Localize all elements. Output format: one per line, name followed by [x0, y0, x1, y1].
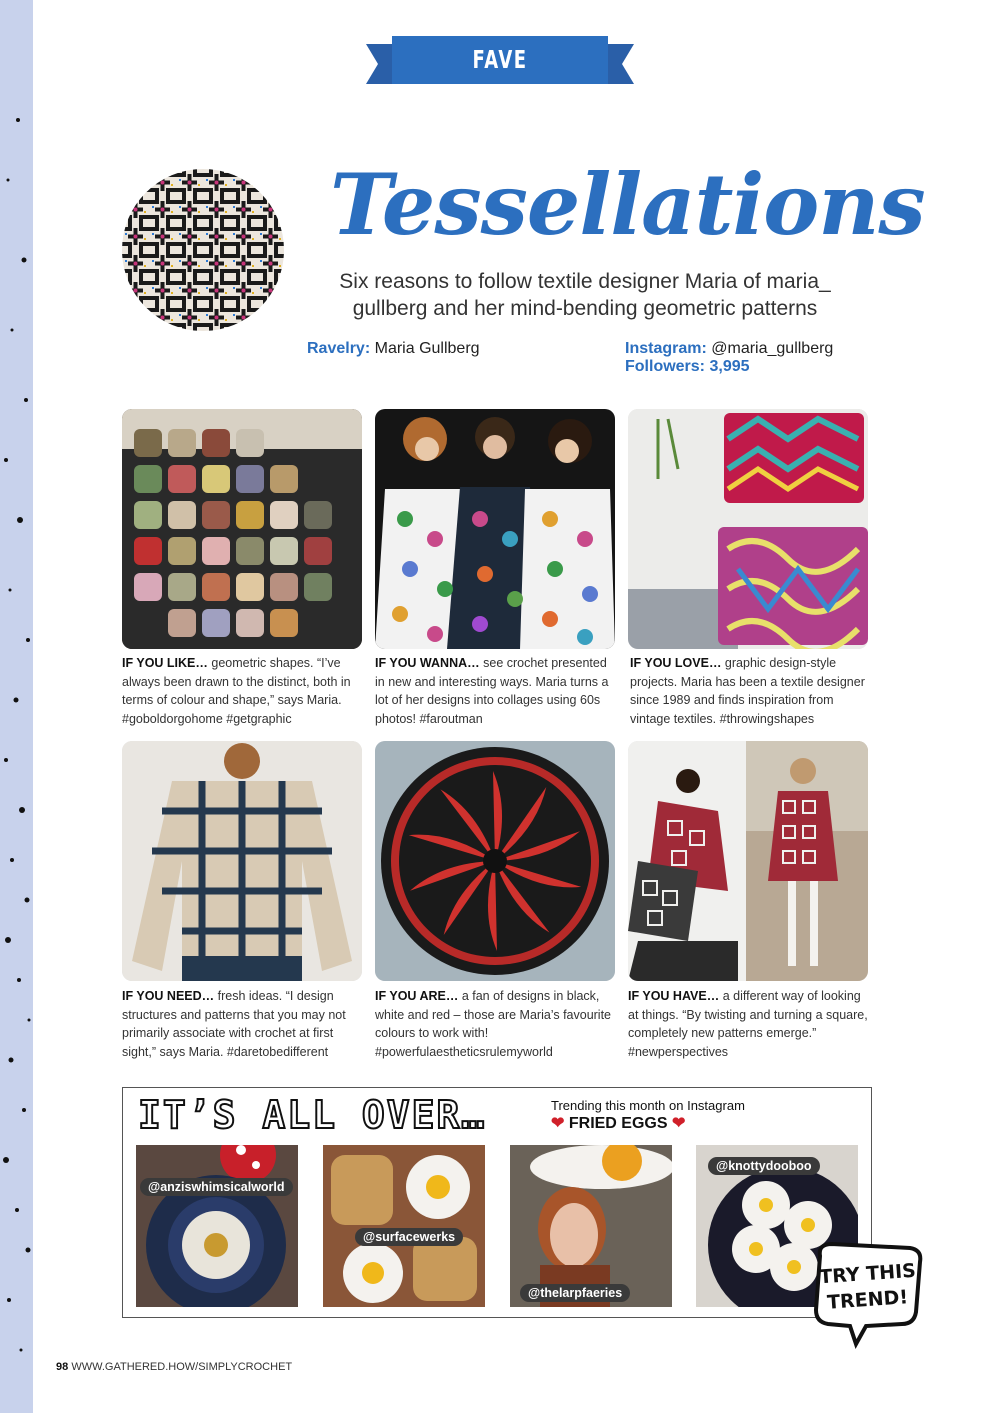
reason-caption — [630, 654, 870, 728]
reason-text: a different way of looking at things. “By twisting and turning a square, completely new patterns emerge.” #newperspectives — [628, 989, 868, 1059]
instagram-handle: @thelarpfaeries — [520, 1284, 630, 1302]
instagram-value: @maria_gullberg — [711, 340, 834, 357]
ravelry-info — [307, 340, 480, 358]
reason-caption — [628, 987, 868, 1061]
footer-url: WWW.GATHERED.HOW/SIMPLYCROCHET — [71, 1361, 293, 1373]
photo-sixties-dresses — [375, 409, 615, 649]
tessellation-swatch-image — [122, 169, 284, 331]
page-footer — [56, 1361, 292, 1373]
followers-info — [625, 358, 750, 376]
trending-label: Trending this month on Instagram — [551, 1098, 745, 1113]
instagram-photo-egg-plate — [136, 1145, 298, 1307]
reason-caption — [375, 654, 615, 728]
bubble-line-2: TREND! — [826, 1286, 909, 1314]
photo-cushions — [628, 409, 868, 649]
reason-text: graphic design-style projects. Maria has been a textile designer since 1989 and finds inspiration from vintage textiles. #throwingshapes — [630, 656, 865, 726]
reason-lead: IF YOU LOVE… — [630, 656, 722, 670]
reason-text: see crochet presented in new and interesting ways. Maria turns a lot of her designs into collages using 60s photos! #faroutman — [375, 656, 609, 726]
reason-text: a fan of designs in black, white and red – those are Maria’s favourite colours to work with! #powerfulaestheticsrulemyworld — [375, 989, 612, 1059]
instagram-info — [625, 340, 833, 358]
reason-caption — [122, 654, 362, 728]
heart-icon: ❤ — [551, 1115, 565, 1132]
photo-granny-blanket — [122, 409, 362, 649]
instagram-handle: @anziswhimsicalworld — [140, 1178, 293, 1196]
trend-topic-line — [551, 1113, 685, 1133]
instagram-photo-egg-hat — [510, 1145, 672, 1307]
followers-value: 3,995 — [709, 358, 750, 375]
reason-text: fresh ideas. “I design structures and patterns that you may not primarily associate with crochet at first sight,” says Maria. #daretobedifferent — [122, 989, 346, 1059]
trend-topic: FRIED EGGS — [568, 1115, 668, 1132]
try-this-trend-bubble — [810, 1240, 925, 1350]
reason-text: geometric shapes. “I’ve always been drawn to the distinct, both in terms of colour and shape,” says Maria. #goboldorgohome #getgraphic — [122, 656, 351, 726]
reason-lead: IF YOU WANNA… — [375, 656, 480, 670]
instagram-photo-egg-toast — [323, 1145, 485, 1307]
reason-lead: IF YOU ARE… — [375, 989, 459, 1003]
page-number: 98 — [56, 1361, 69, 1373]
reason-lead: IF YOU LIKE… — [122, 656, 208, 670]
ravelry-value: Maria Gullberg — [374, 340, 480, 357]
photo-sweater — [122, 741, 362, 981]
trend-heading: IT’S ALL OVER… — [138, 1093, 487, 1137]
instagram-label: Instagram: — [625, 340, 707, 357]
instagram-handle: @surfacewerks — [355, 1228, 463, 1246]
followers-label: Followers: — [625, 358, 706, 375]
photo-red-black-mandala — [375, 741, 615, 981]
ravelry-label: Ravelry: — [307, 340, 371, 357]
subtitle: Six reasons to follow textile designer Maria of maria_ gullberg and her mind-bending geometric patterns — [339, 270, 831, 320]
reason-lead: IF YOU HAVE… — [628, 989, 720, 1003]
heart-icon: ❤ — [672, 1115, 686, 1132]
speckle-decoration — [0, 0, 33, 1413]
instagram-handle: @knottydooboo — [708, 1157, 820, 1175]
photo-geometric-dresses — [628, 741, 868, 981]
bubble-line-1: TRY THIS — [818, 1259, 917, 1289]
reason-lead: IF YOU NEED… — [122, 989, 215, 1003]
page-title: Tessellations — [330, 155, 925, 254]
banner-label: FAVE FOLLOW — [453, 45, 547, 118]
reason-caption — [122, 987, 362, 1061]
reason-caption — [375, 987, 615, 1061]
